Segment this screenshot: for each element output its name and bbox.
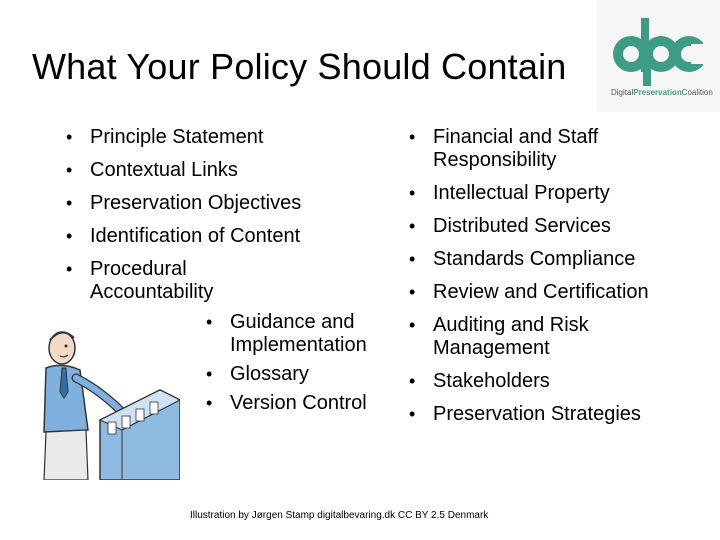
list-item: • Stakeholders [409,370,550,392]
list-item: • Glossary [206,363,309,385]
list-item: • Financial and Staff Responsibility [409,126,599,171]
left-bullet-list [66,126,390,314]
list-item: • Preservation Objectives [66,192,302,214]
list-item: • Principle Statement [66,126,264,148]
list-item: • Identification of Content [66,225,301,247]
list-item: • Preservation Strategies [409,403,641,425]
list-item: • Standards Compliance [409,248,636,270]
logo-caption: DigitalPreservationCoalition [611,88,713,97]
list-item: • Procedural Accountability [66,258,214,303]
sub-bullet-list [206,311,420,421]
list-item: • Review and Certification [409,281,649,303]
slide-title: What Your Policy Should Contain [32,46,567,87]
list-item: • Distributed Services [409,215,611,237]
list-item: • Guidance and Implementation [206,311,367,356]
illustration-credit: Illustration by Jørgen Stamp digitalbevaring.dk CC BY 2.5 Denmark [190,510,489,521]
list-item: • Intellectual Property [409,182,610,204]
list-item: • Auditing and Risk Management [409,314,589,359]
right-bullet-list [409,126,713,436]
dpc-logo-icon [611,14,703,86]
dpc-logo [597,0,720,112]
list-item: • Contextual Links [66,159,238,181]
list-item: • Version Control [206,392,367,414]
person-filing-cabinet-illustration [30,320,180,480]
